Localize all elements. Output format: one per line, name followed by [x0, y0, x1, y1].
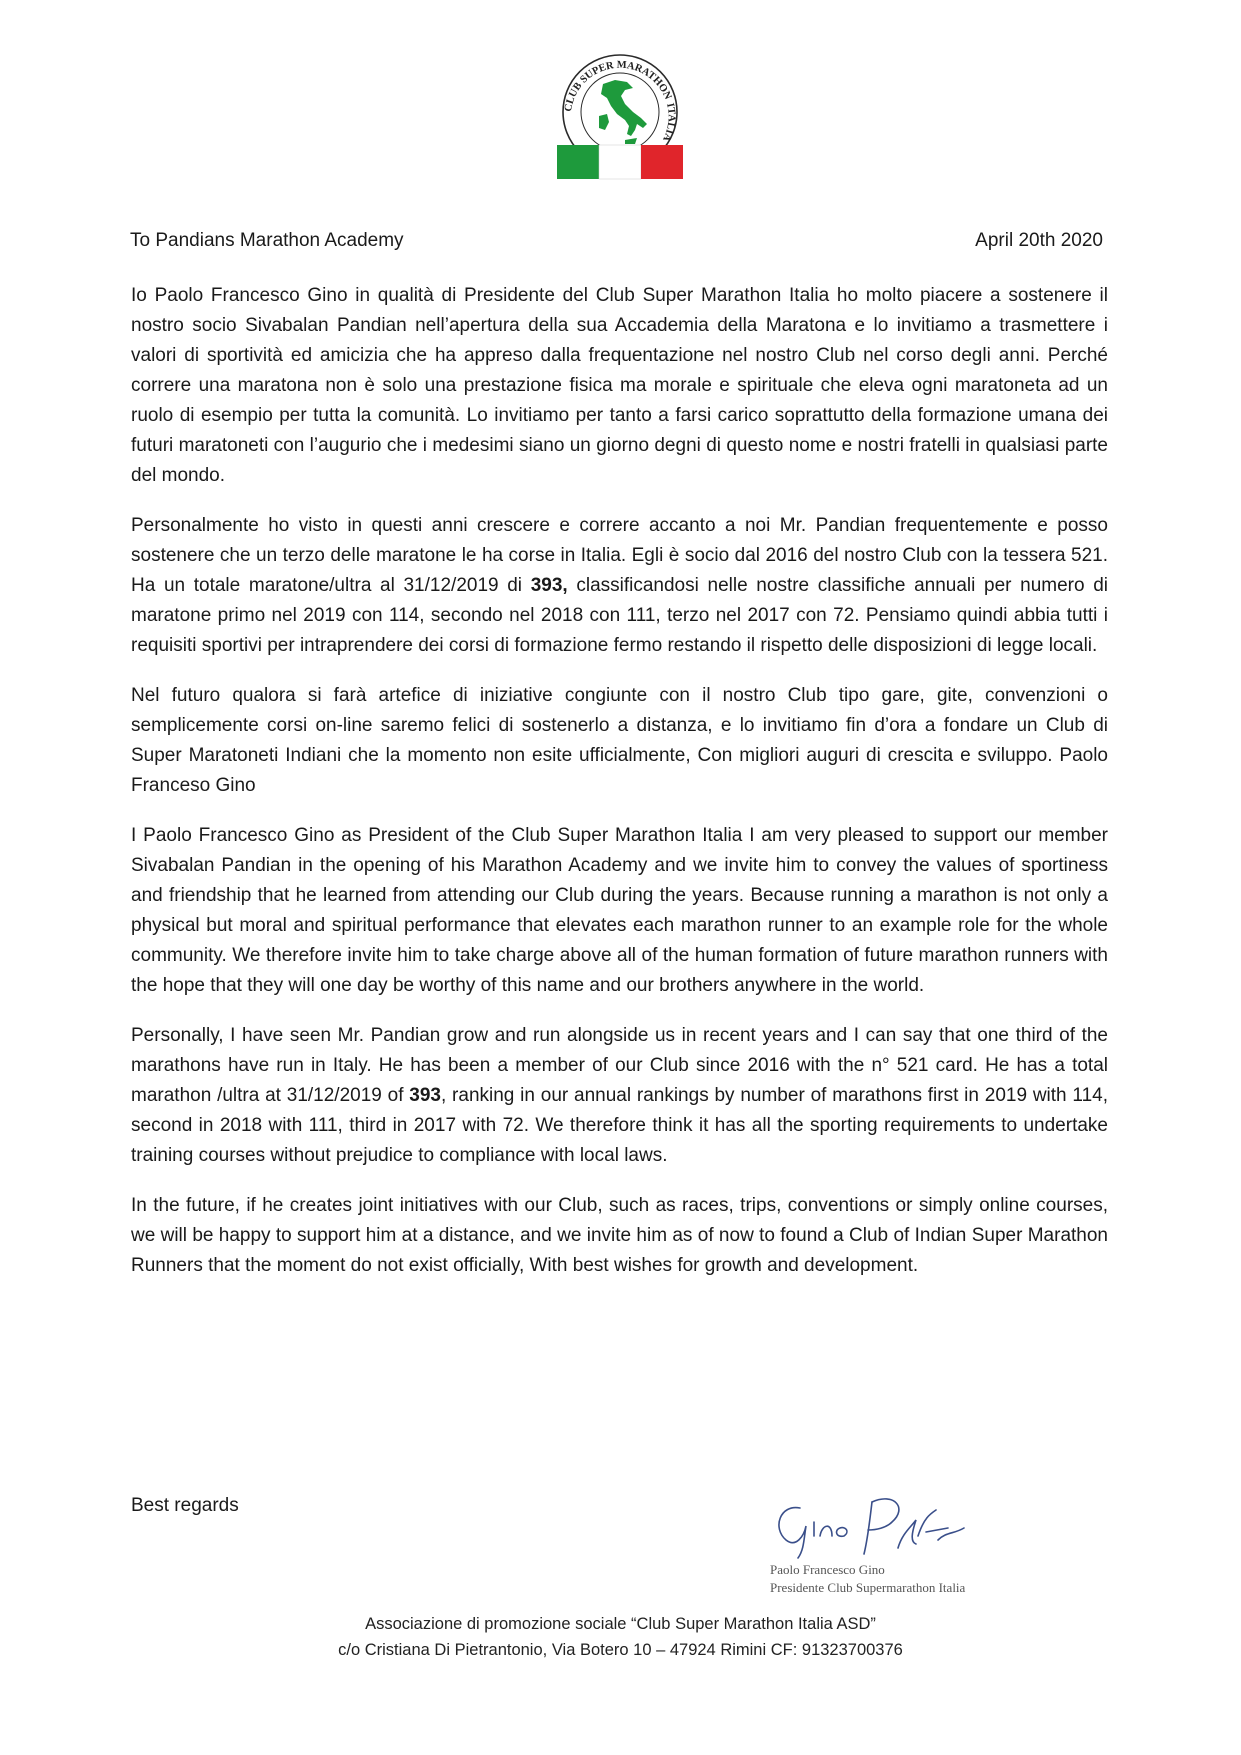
closing: Best regards: [131, 1495, 239, 1516]
recipient: To Pandians Marathon Academy: [130, 230, 404, 251]
signatory-role: Presidente Club Supermarathon Italia: [770, 1580, 966, 1595]
marathon-count: 393: [409, 1085, 441, 1106]
footer-address: c/o Cristiana Di Pietrantonio, Via Botero 10 – 47924 Rimini CF: 91323700376: [338, 1641, 903, 1659]
paragraph-italian-1: Io Paolo Francesco Gino in qualità di Presidente del Club Super Marathon Italia ho molto piacere a sostenere il nostro socio Sivabalan Pandian nell’apertura della sua Accademia della Maratona e lo invitiamo a trasmettere i valori di sportività ed amicizia che ha appreso dalla frequentazione nel nostro Club nel corso degli anni. Perché correre una maratona non è solo una prestazione fisica ma morale e spirituale che eleva ogni maratoneta ad un ruolo di esempio per tutta la comunità. Lo invitiamo per tanto a farsi carico soprattutto della formazione umana dei futuri maratoneti con l’augurio che i medesimi siano un giorno degni di questo nome e nostri fratelli in qualsiasi parte del mondo.: [131, 285, 1108, 486]
paragraph-english-1: I Paolo Francesco Gino as President of the Club Super Marathon Italia I am very pleased to support our member Sivabalan Pandian in the opening of his Marathon Academy and we invite him to convey the values of sportiness and friendship that he learned from attending our Club during the years. Because running a marathon is not only a physical but moral and spiritual performance that elevates each marathon runner to an example role for the whole community. We therefore invite him to take charge above all of the human formation of future marathon runners with the hope that they will one day be worthy of this name and our brothers anywhere in the world.: [131, 825, 1108, 996]
paragraph-text: , ranking in our annual rankings by number of marathons first in 2019 with 114, second in 2018 with 111, third in 2017 with 72. We therefore think it has all the sporting requirements to undertake training courses without prejudice to compliance with local laws.: [131, 1085, 1108, 1166]
flag-white: [599, 145, 641, 179]
italy-map-icon: [599, 80, 647, 144]
club-logo: [555, 50, 685, 200]
paragraph-english-2: [131, 1021, 1108, 1171]
paragraph-text: classificandosi nelle nostre classifiche annuali per numero di maratone primo nel 2019 con 114, secondo nel 2018 con 111, terzo nel 2017 con 72. Pensiamo quindi abbia tutti i requisiti sportivi per intraprendere dei corsi di formazione fermo restando il rispetto delle disposizioni di legge locali.: [131, 575, 1108, 656]
paragraph-italian-2: [131, 511, 1108, 661]
letter-date: April 20th 2020: [975, 230, 1103, 251]
flag-green: [557, 145, 599, 179]
paragraph-text: Personalmente ho visto in questi anni crescere e correre accanto a noi Mr. Pandian frequentemente e posso sostenere che un terzo delle maratone le ha corse in Italia. Egli è socio dal 2016 del nostro Club con la tessera 521. Ha un totale maratone/ultra al 31/12/2019 di: [131, 515, 1108, 596]
signatory-name: Paolo Francesco Gino: [770, 1562, 885, 1577]
flag-red: [641, 145, 683, 179]
footer-association: Associazione di promozione sociale “Club Super Marathon Italia ASD”: [365, 1615, 876, 1633]
paragraph-english-3: In the future, if he creates joint initiatives with our Club, such as races, trips, conventions or simply online courses, we will be happy to support him at a distance, and we invite him as of now to found a Club of Indian Super Marathon Runners that the moment do not exist officially, With best wishes for growth and development.: [131, 1195, 1108, 1276]
paragraph-italian-3: Nel futuro qualora si farà artefice di iniziative congiunte con il nostro Club tipo gare, gite, convenzioni o semplicemente corsi on-line saremo felici di sostenerlo a distanza, e lo invitiamo fin d’ora a fondare un Club di Super Maratoneti Indiani che la momento non esite ufficialmente, Con migliori auguri di crescita e sviluppo. Paolo Franceso Gino: [131, 685, 1108, 796]
letter-header: [130, 230, 1103, 256]
logo-text-right: ITALIA: [660, 102, 677, 143]
marathon-count: 393,: [530, 575, 568, 596]
paragraph-text: Personally, I have seen Mr. Pandian grow and run alongside us in recent years and I can say that one third of the marathons have run in Italy. He has been a member of our Club since 2016 with the n° 521 card. He has a total marathon /ultra at 31/12/2019 of: [131, 1025, 1108, 1106]
letter-body: [131, 281, 1108, 1301]
logo-text-top: CLUB SUPER MARATHON: [562, 59, 674, 113]
